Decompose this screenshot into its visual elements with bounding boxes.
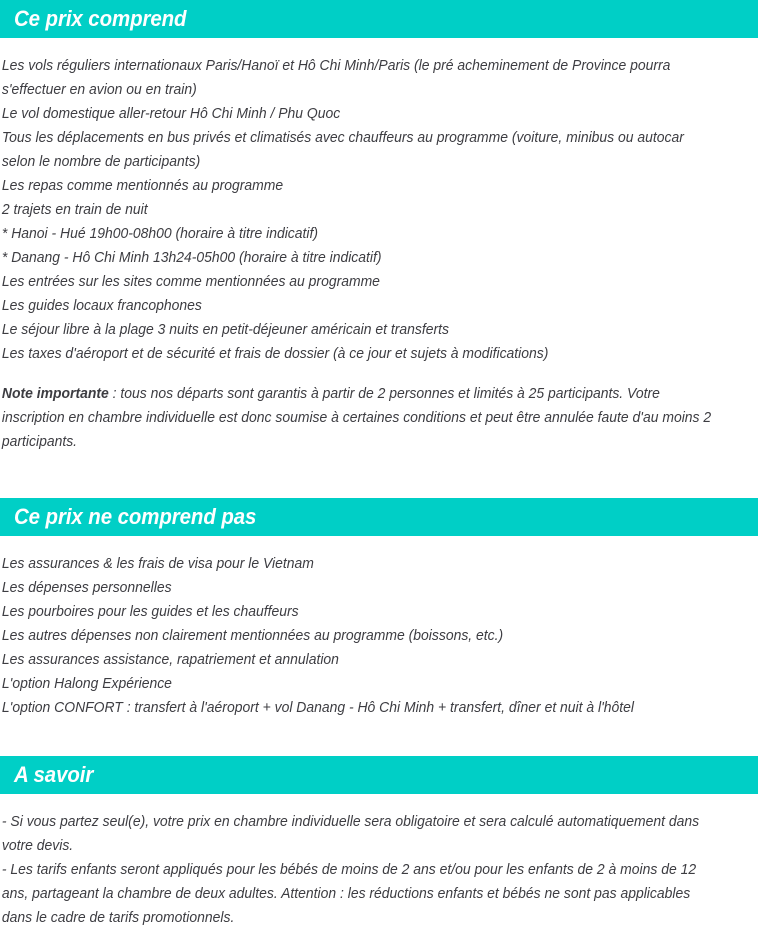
list-item: Les autres dépenses non clairement mentionnées au programme (boissons, etc.) xyxy=(1,628,504,644)
section-body-ce-prix-ne-comprend-pas xyxy=(0,552,758,720)
list-item: Le séjour libre à la plage 3 nuits en petit-déjeuner américain et transferts xyxy=(1,322,449,338)
list-item: - Les tarifs enfants seront appliqués pour les bébés de moins de 2 ans et/ou pour les enfants de 2 à moins de 12 ans, partageant la chambre de deux adultes. Attention : les réductions enfants et bébés ne sont pas applicables dans le cadre de tarifs promotionnels. xyxy=(1,862,697,926)
list-item: * Danang - Hô Chi Minh 13h24-05h00 (horaire à titre indicatif) xyxy=(1,250,382,266)
list-item: 2 trajets en train de nuit xyxy=(1,202,148,218)
list-item: Les guides locaux francophones xyxy=(1,298,202,314)
important-note-label: Note importante xyxy=(1,386,109,402)
spacer xyxy=(0,720,758,756)
list-item: * Hanoi - Hué 19h00-08h00 (horaire à titre indicatif) xyxy=(1,226,319,242)
section-body-a-savoir xyxy=(0,810,758,930)
section-title: A savoir xyxy=(14,762,94,787)
list-item: Les entrées sur les sites comme mentionnées au programme xyxy=(1,274,380,290)
important-note xyxy=(0,382,724,454)
spacer xyxy=(0,366,758,382)
list-item: Les assurances & les frais de visa pour le Vietnam xyxy=(1,556,314,572)
section-body-ce-prix-comprend xyxy=(0,54,758,454)
list-item: L'option CONFORT : transfert à l'aéroport + vol Danang - Hô Chi Minh + transfert, dîner et nuit à l'hôtel xyxy=(1,700,635,716)
list-item: Le vol domestique aller-retour Hô Chi Minh / Phu Quoc xyxy=(1,106,341,122)
spacer xyxy=(0,794,758,810)
list-item: Les vols réguliers internationaux Paris/Hanoï et Hô Chi Minh/Paris (le pré acheminement de Province pourra s'effectuer en avion ou en train) xyxy=(1,58,671,98)
list-item: Tous les déplacements en bus privés et climatisés avec chauffeurs au programme (voiture, minibus ou autocar selon le nombre de participants) xyxy=(1,130,684,170)
spacer xyxy=(0,38,758,54)
list-item: - Si vous partez seul(e), votre prix en chambre individuelle sera obligatoire et sera calculé automatiquement dans votre devis. xyxy=(1,814,700,854)
list-item: Les assurances assistance, rapatriement et annulation xyxy=(1,652,339,668)
spacer xyxy=(0,454,758,498)
list-item: Les taxes d'aéroport et de sécurité et frais de dossier (à ce jour et sujets à modifications) xyxy=(1,346,549,362)
list-item: Les repas comme mentionnés au programme xyxy=(1,178,284,194)
section-header-ce-prix-comprend xyxy=(0,0,758,38)
list-item: Les dépenses personnelles xyxy=(1,580,172,596)
list-item: L'option Halong Expérience xyxy=(1,676,172,692)
section-header-a-savoir xyxy=(0,756,758,794)
section-header-ce-prix-ne-comprend-pas xyxy=(0,498,758,536)
section-title: Ce prix ne comprend pas xyxy=(14,504,257,529)
list-item: Les pourboires pour les guides et les chauffeurs xyxy=(1,604,299,620)
section-title: Ce prix comprend xyxy=(14,6,187,31)
spacer xyxy=(0,536,758,552)
important-note-text: : tous nos départs sont garantis à partir de 2 personnes et limités à 25 participants. Votre inscription en chambre individuelle est donc soumise à certaines conditions et peut être annulée faute d'au moins 2 participants. xyxy=(1,386,712,450)
